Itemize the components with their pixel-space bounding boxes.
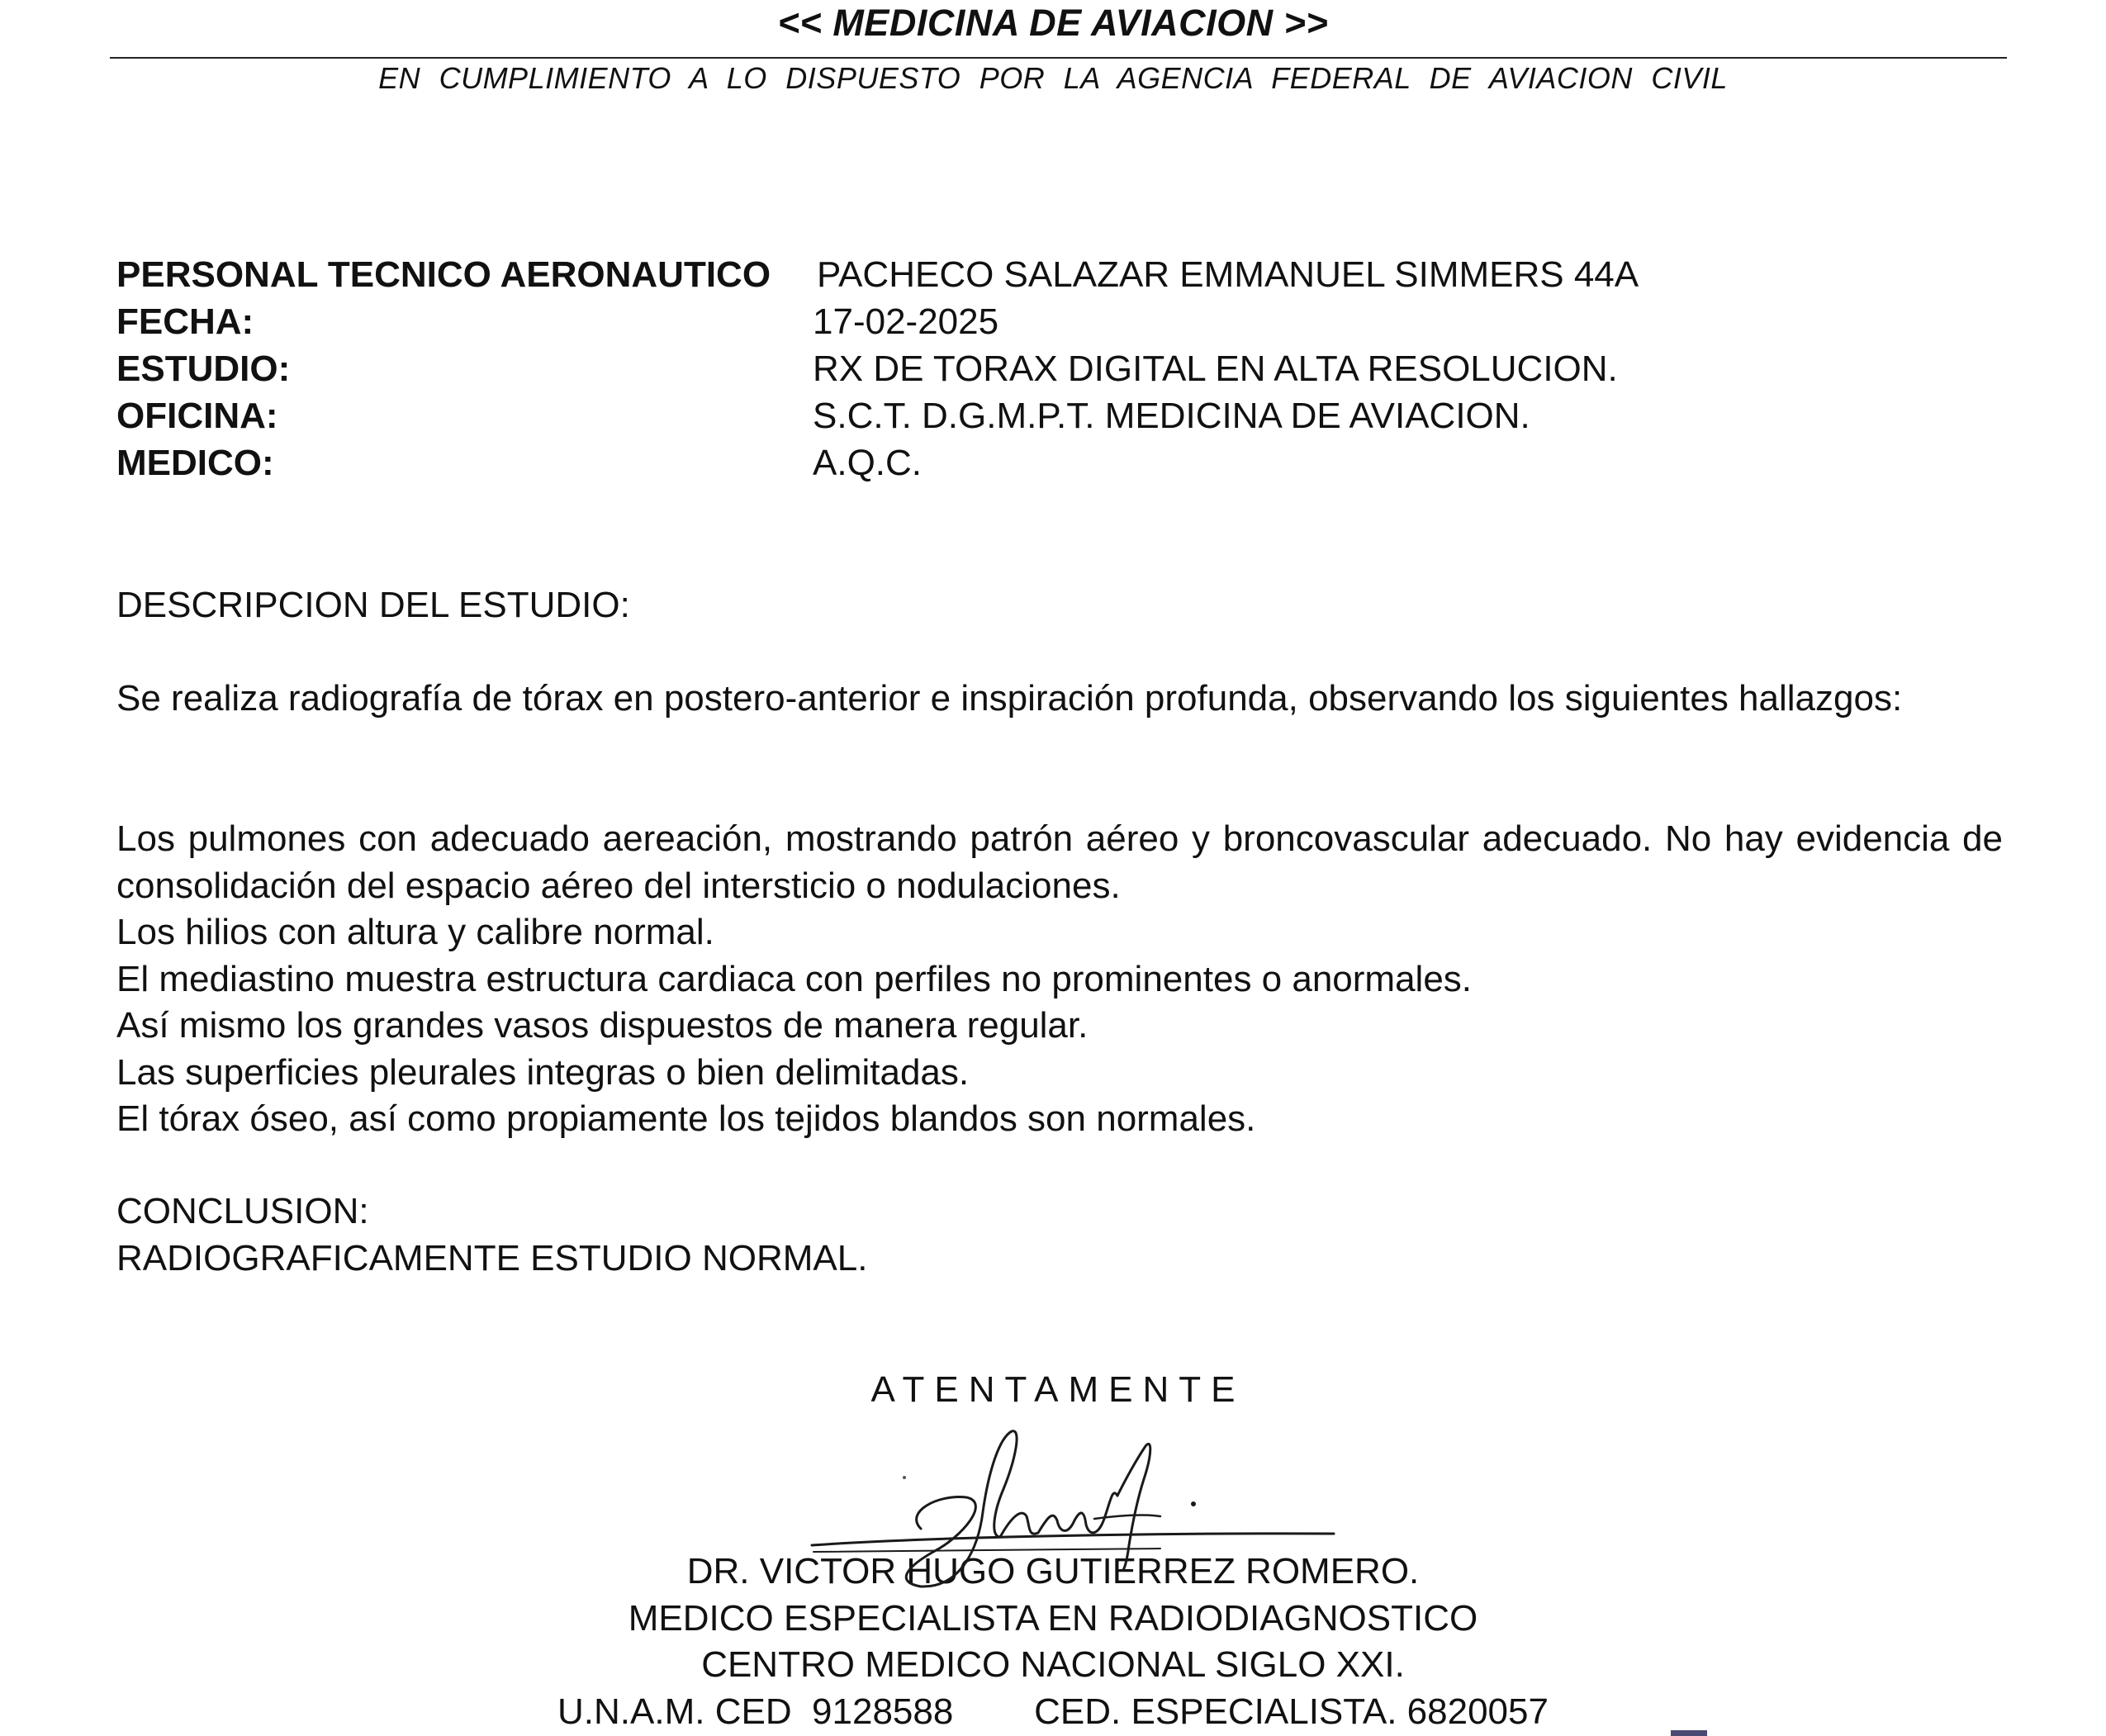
page-title: << MEDICINA DE AVIACION >> — [777, 2, 1329, 44]
title-divider — [110, 57, 2007, 59]
doctor-credentials — [0, 1689, 2106, 1736]
finding-line-vasos: Así mismo los grandes vasos dispuestos de manera regular. — [116, 1005, 1089, 1046]
field-row-fecha — [116, 298, 2016, 345]
field-label-estudio: ESTUDIO: — [116, 349, 291, 389]
doctor-institution: CENTRO MEDICO NACIONAL SIGLO XXI. — [701, 1644, 1405, 1685]
field-label-fecha: FECHA: — [116, 301, 254, 342]
field-value-oficina: S.C.T. D.G.M.P.T. MEDICINA DE AVIACION. — [813, 396, 1530, 436]
finding-line-pleurales: Las superficies pleurales integras o bien delimitadas. — [116, 1051, 970, 1093]
patient-fields — [116, 251, 2016, 486]
field-value-personal: PACHECO SALAZAR EMMANUEL SIMMERS 44A — [817, 254, 1639, 295]
signature-block — [0, 1367, 2106, 1735]
field-value-fecha: 17-02-2025 — [813, 301, 999, 342]
conclusion-text: RADIOGRAFICAMENTE ESTUDIO NORMAL. — [116, 1237, 868, 1278]
finding-line-torax-oseo: El tórax óseo, así como propiamente los tejidos blandos son normales. — [116, 1098, 1256, 1139]
doctor-specialty: MEDICO ESPECIALISTA EN RADIODIAGNOSTICO — [628, 1597, 1478, 1639]
field-row-estudio — [116, 345, 2016, 392]
ced-unam: U.N.A.M. CED 9128588 — [557, 1691, 954, 1732]
field-row-personal — [116, 251, 2016, 298]
field-value-medico: A.Q.C. — [813, 443, 923, 483]
doctor-name: DR. VICTOR HUGO GUTIERREZ ROMERO. — [686, 1551, 1420, 1591]
handwritten-signature-icon — [805, 1413, 1350, 1603]
field-row-medico — [116, 439, 2016, 486]
page-subtitle: EN CUMPLIMIENTO A LO DISPUESTO POR LA AGENCIA FEDERAL DE AVIACION CIVIL — [378, 61, 1728, 95]
closing-text: ATENTAMENTE — [870, 1369, 1245, 1410]
conclusion-heading: CONCLUSION: — [116, 1191, 369, 1231]
description-intro: Se realiza radiografía de tórax en postero-anterior e inspiración profunda, observando los siguientes hallazgos: — [116, 678, 1903, 719]
findings — [116, 816, 2003, 1143]
field-label-oficina: OFICINA: — [116, 396, 278, 436]
findings-paragraph: Los pulmones con adecuado aereación, mostrando patrón aéreo y broncovascular adecuado. No hay evidencia de consolidación del espacio aéreo del intersticio o nodulaciones. — [116, 818, 2003, 906]
field-value-estudio: RX DE TORAX DIGITAL EN ALTA RESOLUCION. — [813, 349, 1618, 389]
description-heading: DESCRIPCION DEL ESTUDIO: — [116, 585, 630, 625]
field-row-oficina — [116, 392, 2016, 439]
corner-mark — [1671, 1730, 1707, 1736]
field-label-personal: PERSONAL TECNICO AERONAUTICO — [116, 254, 771, 295]
finding-line-hilios: Los hilios con altura y calibre normal. — [116, 912, 714, 952]
conclusion-block — [116, 1188, 2003, 1282]
field-label-medico: MEDICO: — [116, 443, 274, 483]
finding-line-mediastino: El mediastino muestra estructura cardiaca con perfiles no prominentes o anormales. — [116, 958, 1473, 999]
ced-specialist: CED. ESPECIALISTA. 6820057 — [1034, 1691, 1549, 1732]
signature-area — [0, 1413, 2106, 1578]
